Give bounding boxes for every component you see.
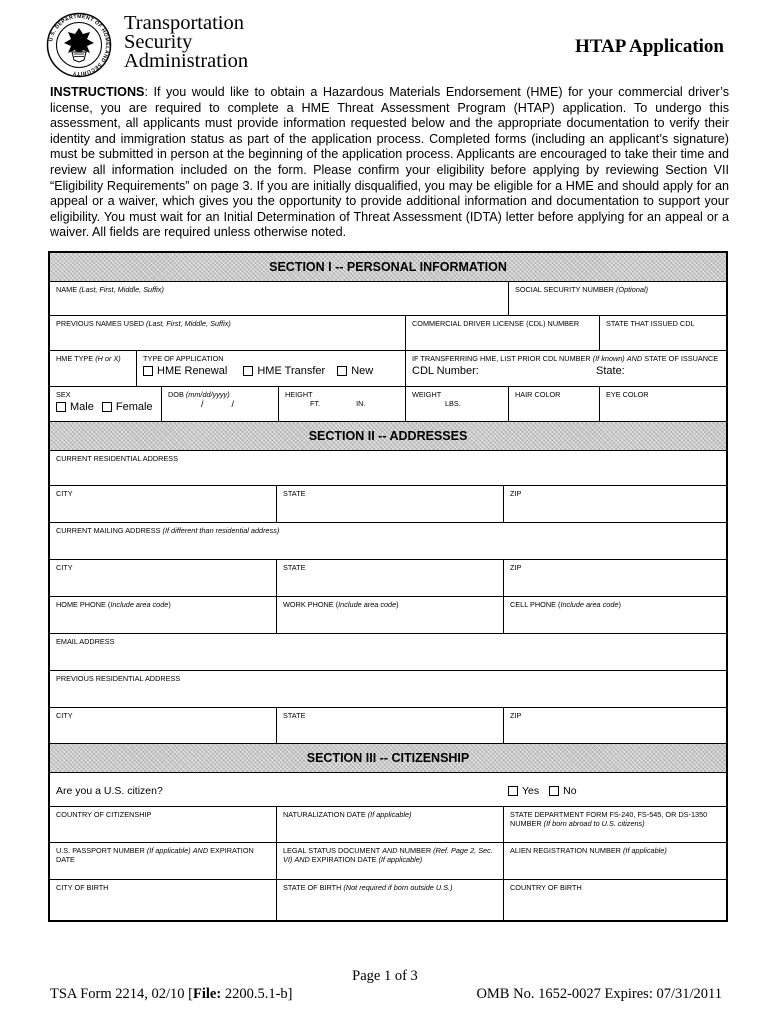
documents-row <box>50 843 726 880</box>
hme-type-field[interactable]: HME TYPE (H or X) <box>50 351 137 386</box>
section-2-header: SECTION II -- ADDRESSES <box>50 422 726 451</box>
current-city-field[interactable]: CITY <box>50 486 277 522</box>
city-of-birth-field[interactable]: CITY OF BIRTH <box>50 880 277 920</box>
new-checkbox[interactable] <box>337 366 347 376</box>
male-checkbox[interactable] <box>56 402 66 412</box>
instructions-label: INSTRUCTIONS <box>50 85 145 99</box>
naturalization-date-field[interactable]: NATURALIZATION DATE (If applicable) <box>277 807 504 842</box>
previous-city-field[interactable]: CITY <box>50 708 277 743</box>
mailing-zip-field[interactable]: ZIP <box>510 563 522 572</box>
male-option[interactable]: Male <box>56 401 94 413</box>
eye-color-field[interactable]: EYE COLOR <box>606 390 649 399</box>
previous-state-field[interactable]: STATE <box>277 708 504 743</box>
sex-field: SEX Male Female <box>50 387 162 421</box>
mailing-city-row <box>50 560 726 597</box>
instructions-paragraph <box>50 85 729 241</box>
hme-renewal-checkbox[interactable] <box>143 366 153 376</box>
form-title: HTAP Application <box>574 36 724 57</box>
agency-line-3: Administration <box>124 50 249 72</box>
hme-transfer-option[interactable]: HME Transfer <box>243 365 325 377</box>
omb-number: OMB No. 1652-0027 Expires: 07/31/2011 <box>476 986 722 1002</box>
mailing-address-field[interactable]: CURRENT MAILING ADDRESS (If different than residential address) <box>56 526 280 535</box>
citizen-yes-checkbox[interactable] <box>508 786 518 796</box>
country-of-birth-field[interactable]: COUNTRY OF BIRTH <box>510 883 582 892</box>
hme-renewal-option[interactable]: HME Renewal <box>143 365 227 377</box>
citizen-question: Are you a U.S. citizen? <box>56 785 163 797</box>
hme-row <box>50 351 726 387</box>
dob-field[interactable]: DOB (mm/dd/yyyy) / / <box>162 387 279 421</box>
legal-status-field[interactable]: LEGAL STATUS DOCUMENT AND NUMBER (Ref. Page 2, Sec. VI) AND EXPIRATION DATE (If applicable) <box>277 843 504 879</box>
form-identifier: TSA Form 2214, 02/10 [File: 2200.5.1-b] <box>50 986 293 1002</box>
phone-row <box>50 597 726 634</box>
application-form <box>48 251 728 922</box>
transfer-cdl-field[interactable]: IF TRANSFERRING HME, LIST PRIOR CDL NUMBER (If known) AND STATE OF ISSUANCE CDL Number: State: <box>412 354 719 377</box>
mailing-address-row <box>50 523 726 560</box>
current-address-field[interactable]: CURRENT RESIDENTIAL ADDRESS <box>56 454 179 463</box>
citizen-question-row <box>50 773 726 807</box>
agency-name <box>124 14 248 71</box>
current-zip-field[interactable]: ZIP <box>510 489 522 498</box>
email-field[interactable]: EMAIL ADDRESS <box>56 637 115 646</box>
dhs-seal-logo <box>46 12 112 78</box>
previous-address-row <box>50 671 726 708</box>
current-address-row <box>50 451 726 486</box>
seal-text: U.S. DEPARTMENT OF HOMELAND SECURITY <box>48 13 111 77</box>
previous-names-row <box>50 316 726 351</box>
citizenship-row <box>50 807 726 843</box>
section-1-header: SECTION I -- PERSONAL INFORMATION <box>50 253 726 282</box>
name-row <box>50 282 726 316</box>
female-checkbox[interactable] <box>102 402 112 412</box>
name-field[interactable]: NAME (Last, First, Middle, Suffix) <box>50 282 509 315</box>
cdl-state-field[interactable]: STATE THAT ISSUED CDL <box>606 319 695 328</box>
state-of-birth-field[interactable]: STATE OF BIRTH (Not required if born outside U.S.) <box>277 880 504 920</box>
section-3-header: SECTION III -- CITIZENSHIP <box>50 744 726 773</box>
current-city-row <box>50 486 726 523</box>
agency-line-2: Security <box>124 31 193 53</box>
instructions-text: : If you would like to obtain a Hazardous Materials Endorsement (HME) for your commercial driver’s license, you are required to complete a HME Threat Assessment Program (HTAP) application. To undergo this assessment, all applicants must provide information requested below and the appropriate documentation to verify their identity and immigration status as part of the application process. Completed forms (including an applicant’s signature) must be submitted in person at the beginning of the application process. Applicants are encouraged to take their time and review all information included on the form. Please confirm your eligibility before applying by reviewing Section VII “Eligibility Requirements” on page 3. If you are initially disqualified, you may be eligible for a HME and should apply for an appeal or a waiver, which gives you the opportunity to provide additional information and documentation to support your eligibility. You must wait for an Initial Determination of Threat Assessment (IDTA) letter before applying for an appeal or a waiver. All fields are required unless otherwise noted. <box>50 85 729 240</box>
birth-row <box>50 880 726 920</box>
state-department-form-field[interactable]: STATE DEPARTMENT FORM FS-240, FS-545, OR DS-1350 NUMBER (If born abroad to U.S. citizens) <box>510 810 708 828</box>
email-row <box>50 634 726 671</box>
female-option[interactable]: Female <box>102 401 153 413</box>
mailing-state-field[interactable]: STATE <box>277 560 504 596</box>
physical-row <box>50 387 726 422</box>
weight-field[interactable]: WEIGHT LBS. <box>406 387 509 421</box>
height-field[interactable]: HEIGHT FT. IN. <box>279 387 406 421</box>
previous-address-field[interactable]: PREVIOUS RESIDENTIAL ADDRESS <box>56 674 181 683</box>
hair-color-field[interactable]: HAIR COLOR <box>509 387 600 421</box>
citizen-question-field <box>50 773 726 806</box>
citizen-no-option[interactable]: No <box>549 785 576 797</box>
previous-zip-field[interactable]: ZIP <box>510 711 522 720</box>
new-option[interactable]: New <box>337 365 373 377</box>
citizen-yes-option[interactable]: Yes <box>508 785 539 797</box>
alien-registration-field[interactable]: ALIEN REGISTRATION NUMBER (If applicable) <box>510 846 667 855</box>
work-phone-field[interactable]: WORK PHONE (Include area code) <box>277 597 504 633</box>
home-phone-field[interactable]: HOME PHONE (Include area code) <box>50 597 277 633</box>
application-type-field: TYPE OF APPLICATION HME Renewal HME Transfer New <box>137 351 406 386</box>
agency-line-1: Transportation <box>124 12 244 34</box>
citizen-no-checkbox[interactable] <box>549 786 559 796</box>
hme-transfer-checkbox[interactable] <box>243 366 253 376</box>
mailing-city-field[interactable]: CITY <box>50 560 277 596</box>
country-citizenship-field[interactable]: COUNTRY OF CITIZENSHIP <box>50 807 277 842</box>
current-state-field[interactable]: STATE <box>277 486 504 522</box>
ssn-field[interactable]: SOCIAL SECURITY NUMBER (Optional) <box>515 285 649 294</box>
cell-phone-field[interactable]: CELL PHONE (Include area code) <box>510 600 621 609</box>
passport-field[interactable]: U.S. PASSPORT NUMBER (If applicable) AND EXPIRATION DATE <box>50 843 277 879</box>
previous-city-row <box>50 708 726 744</box>
cdl-number-field[interactable]: COMMERCIAL DRIVER LICENSE (CDL) NUMBER <box>406 316 600 350</box>
previous-names-field[interactable]: PREVIOUS NAMES USED (Last, First, Middle, Suffix) <box>50 316 406 350</box>
page-number: Page 1 of 3 <box>352 968 418 984</box>
